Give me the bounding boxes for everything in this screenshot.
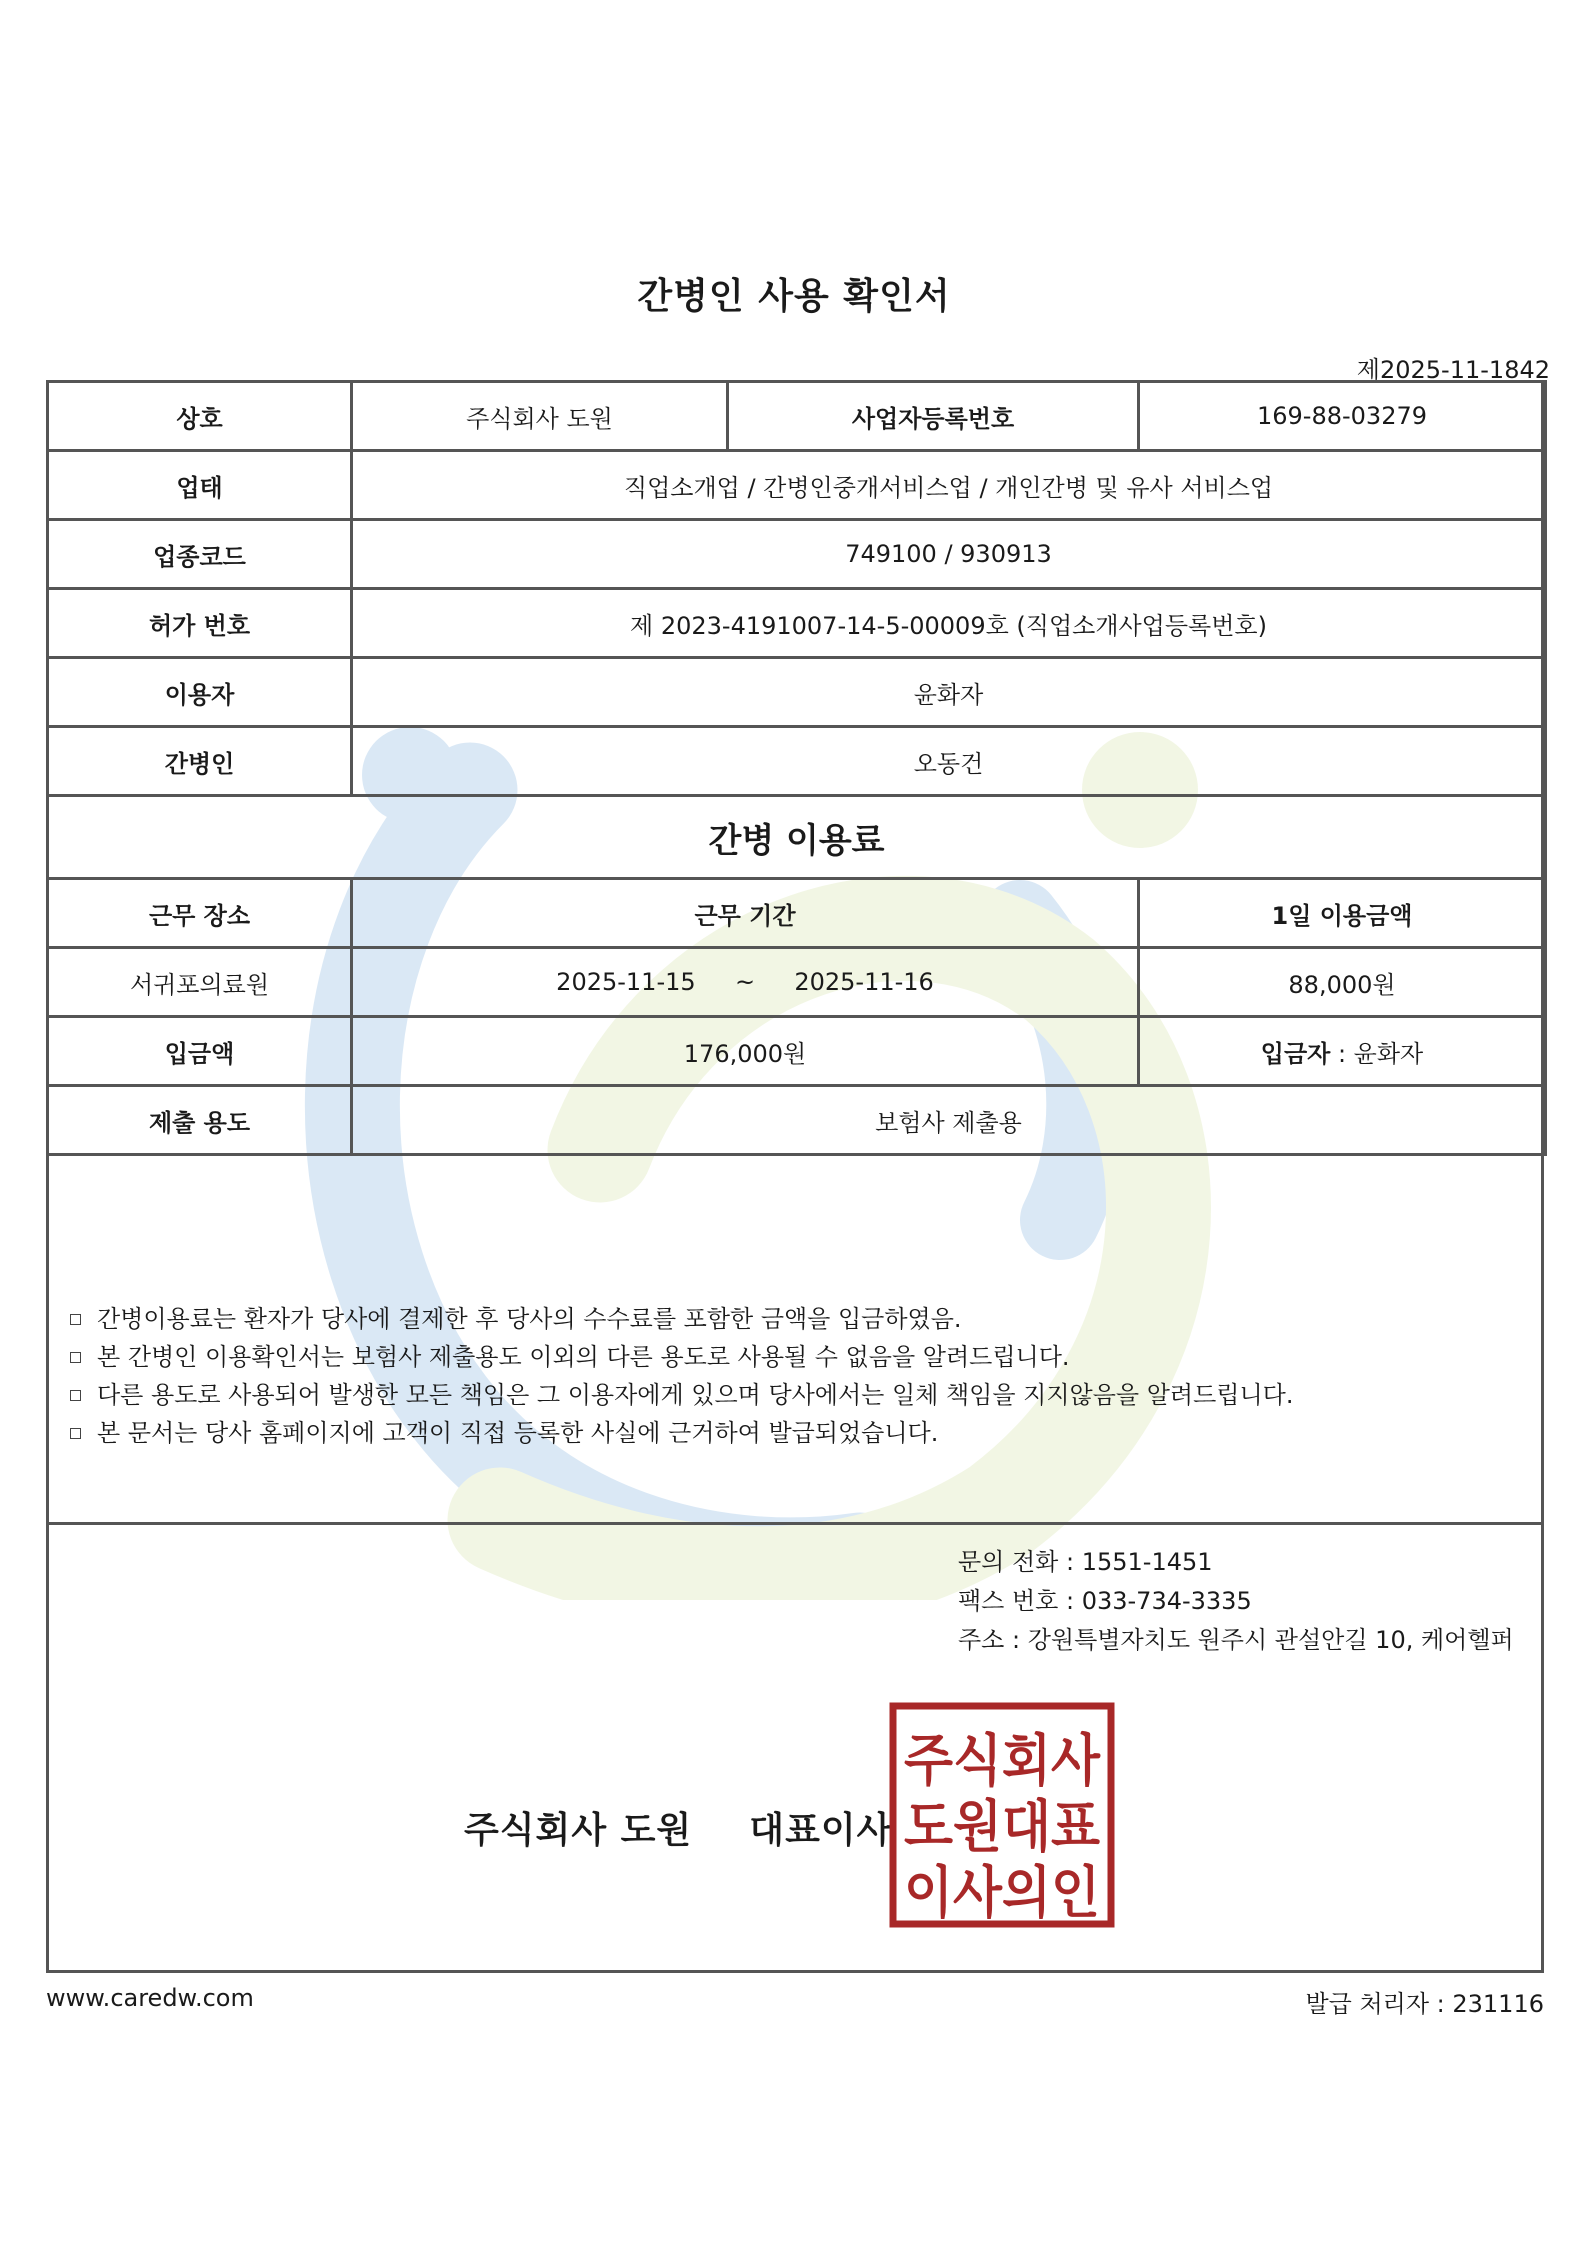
square-bullet-icon bbox=[70, 1352, 81, 1363]
user-label: 이용자 bbox=[48, 658, 352, 727]
svg-text:주식회사: 주식회사 bbox=[904, 1729, 1101, 1794]
table-row bbox=[48, 658, 1546, 727]
period-end: 2025-11-16 bbox=[794, 968, 934, 996]
business-reg-value: 169-88-03279 bbox=[1139, 382, 1546, 451]
work-place-label: 근무 장소 bbox=[48, 879, 352, 948]
caregiver-label: 간병인 bbox=[48, 727, 352, 796]
signer-role: 대표이사 bbox=[749, 1810, 893, 1851]
table-row bbox=[48, 451, 1546, 520]
contact-phone: 문의 전화 : 1551-1451 bbox=[958, 1548, 1213, 1576]
purpose-label: 제출 용도 bbox=[48, 1086, 352, 1155]
deposit-label: 입금액 bbox=[48, 1017, 352, 1086]
note-text: 간병이용료는 환자가 당사에 결제한 후 당사의 수수료를 포함한 금액을 입금하였음. bbox=[97, 1305, 962, 1333]
note-text: 본 간병인 이용확인서는 보험사 제출용도 이외의 다른 용도로 사용될 수 없음을 알려드립니다. bbox=[97, 1343, 1070, 1371]
note-text: 본 문서는 당사 홈페이지에 고객이 직접 등록한 사실에 근거하여 발급되었습니다. bbox=[97, 1419, 939, 1447]
contact-fax: 팩스 번호 : 033-734-3335 bbox=[958, 1587, 1252, 1615]
document-title: 간병인 사용 확인서 bbox=[637, 276, 951, 317]
table-row bbox=[48, 879, 1546, 948]
fee-section-title: 간병 이용료 bbox=[48, 796, 1546, 879]
period-tilde: ~ bbox=[734, 968, 756, 996]
table-row bbox=[48, 589, 1546, 658]
purpose-value: 보험사 제출용 bbox=[352, 1086, 1546, 1155]
section-divider bbox=[46, 1522, 1544, 1525]
work-place-value: 서귀포의료원 bbox=[48, 948, 352, 1017]
table-row bbox=[48, 1017, 1546, 1086]
list-item bbox=[70, 1414, 1293, 1452]
business-type-label: 업태 bbox=[48, 451, 352, 520]
svg-text:도원대표: 도원대표 bbox=[904, 1795, 1100, 1860]
signer-company: 주식회사 도원 bbox=[464, 1810, 693, 1851]
company-seal-stamp bbox=[889, 1702, 1115, 1928]
footer-website: www.caredw.com bbox=[46, 1984, 254, 2012]
list-item bbox=[70, 1338, 1293, 1376]
square-bullet-icon bbox=[70, 1390, 81, 1401]
work-period-label: 근무 기간 bbox=[352, 879, 1139, 948]
footer-issuer: 발급 처리자 : 231116 bbox=[1305, 1990, 1544, 2018]
list-item bbox=[70, 1376, 1293, 1414]
industry-code-label: 업종코드 bbox=[48, 520, 352, 589]
info-table bbox=[46, 380, 1547, 1156]
square-bullet-icon bbox=[70, 1314, 81, 1325]
deposit-value: 176,000원 bbox=[352, 1017, 1139, 1086]
permit-no-value: 제 2023-4191007-14-5-00009호 (직업소개사업등록번호) bbox=[352, 589, 1546, 658]
depositor-separator: : bbox=[1330, 1039, 1354, 1068]
work-period-value bbox=[352, 948, 1139, 1017]
depositor-cell bbox=[1139, 1017, 1546, 1086]
user-value: 윤화자 bbox=[352, 658, 1546, 727]
table-row bbox=[48, 948, 1546, 1017]
period-start: 2025-11-15 bbox=[556, 968, 696, 996]
depositor-label: 입금자 bbox=[1260, 1039, 1331, 1068]
table-row bbox=[48, 382, 1546, 451]
table-row bbox=[48, 727, 1546, 796]
svg-text:이사의인: 이사의인 bbox=[904, 1861, 1100, 1926]
note-text: 다른 용도로 사용되어 발생한 모든 책임은 그 이용자에게 있으며 당사에서는 일체 책임을 지지않음을 알려드립니다. bbox=[97, 1381, 1294, 1409]
business-reg-label: 사업자등록번호 bbox=[728, 382, 1139, 451]
signer-line bbox=[464, 1802, 892, 1853]
square-bullet-icon bbox=[70, 1428, 81, 1439]
table-row bbox=[48, 796, 1546, 879]
permit-no-label: 허가 번호 bbox=[48, 589, 352, 658]
contact-info bbox=[958, 1543, 1514, 1660]
notes-list bbox=[70, 1300, 1293, 1452]
list-item bbox=[70, 1300, 1293, 1338]
industry-code-value: 749100 / 930913 bbox=[352, 520, 1546, 589]
caregiver-value: 오동건 bbox=[352, 727, 1546, 796]
trade-name-label: 상호 bbox=[48, 382, 352, 451]
contact-address: 주소 : 강원특별자치도 원주시 관설안길 10, 케어헬퍼 bbox=[958, 1626, 1514, 1654]
daily-amount-label: 1일 이용금액 bbox=[1139, 879, 1546, 948]
document-number: 제2025-11-1842 bbox=[1356, 356, 1550, 384]
daily-amount-value: 88,000원 bbox=[1139, 948, 1546, 1017]
depositor-value: 윤화자 bbox=[1353, 1039, 1424, 1068]
business-type-value: 직업소개업 / 간병인중개서비스업 / 개인간병 및 유사 서비스업 bbox=[352, 451, 1546, 520]
table-row bbox=[48, 520, 1546, 589]
trade-name-value: 주식회사 도원 bbox=[352, 382, 728, 451]
table-row bbox=[48, 1086, 1546, 1155]
